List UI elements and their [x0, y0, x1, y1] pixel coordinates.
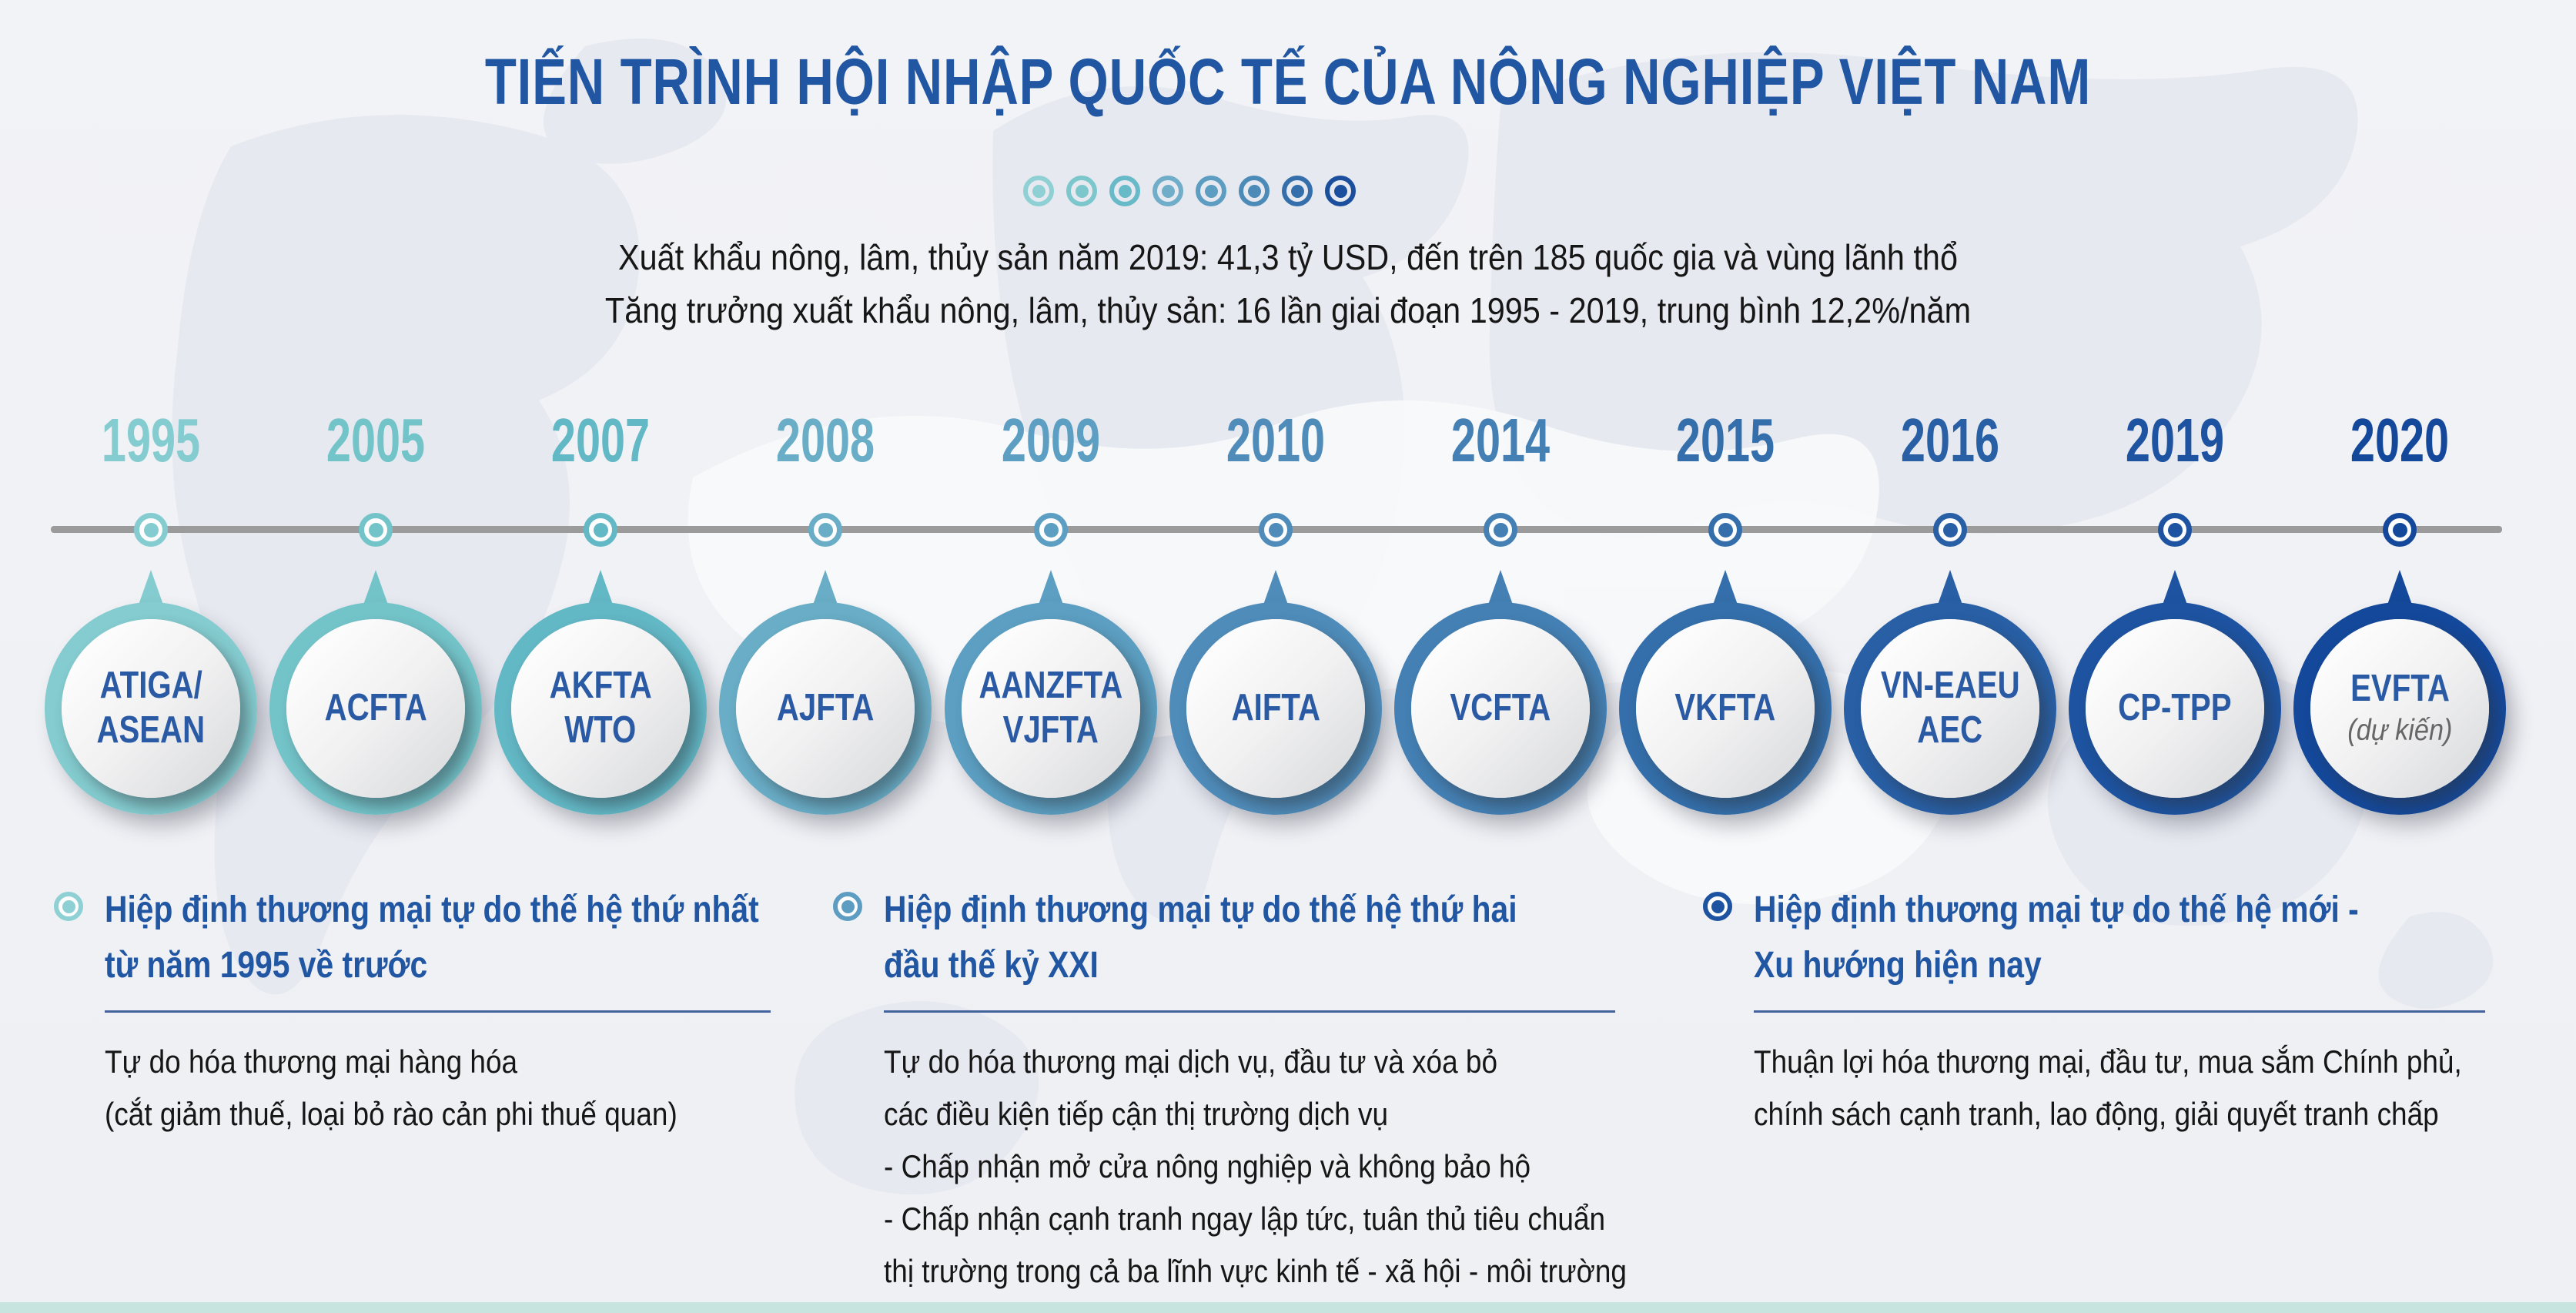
- timeline-item: [713, 408, 938, 828]
- timeline-year: 2020: [2350, 406, 2450, 474]
- generation-section-3: [1703, 883, 2565, 1141]
- page-title: TIẾN TRÌNH HỘI NHẬP QUỐC TẾ CỦA NÔNG NGHIỆP VIỆT NAM: [484, 45, 2092, 118]
- section-bullet-icon: [833, 892, 862, 921]
- timeline-marker-dot: [2168, 523, 2183, 538]
- timeline-item: [38, 408, 263, 828]
- section-body-line: thị trường trong cả ba lĩnh vực kinh tế - xã hội - môi trường: [884, 1253, 1627, 1290]
- agreement-name: VCFTA: [1450, 687, 1551, 729]
- timeline-marker-dot: [1718, 523, 1733, 538]
- timeline-year: 2019: [2125, 406, 2225, 474]
- agreement-badge-face: [736, 619, 915, 798]
- gradient-dot-icon: [1023, 176, 1054, 206]
- agreement-name: ACFTA: [324, 687, 427, 729]
- section-divider: [1754, 1010, 2485, 1013]
- agreement-name-line2: VJFTA: [1002, 709, 1099, 751]
- timeline-item: [1838, 408, 2062, 828]
- section-heading-line2: Xu hướng hiện nay: [1754, 945, 2042, 986]
- agreement-badge-face: [2086, 619, 2264, 798]
- export-stats-line1: Xuất khẩu nông, lâm, thủy sản năm 2019: 41,3 tỷ USD, đến trên 185 quốc gia và vùng lãnh thổ: [618, 237, 1958, 277]
- timeline-marker-dot: [2393, 523, 2407, 538]
- timeline-item: [938, 408, 1163, 828]
- agreement-badge: [1169, 602, 1382, 815]
- agreement-badge-face: [1411, 619, 1590, 798]
- section-bullet-icon: [1703, 892, 1732, 921]
- agreement-name: VKFTA: [1674, 687, 1776, 729]
- timeline-marker-dot: [1943, 523, 1958, 538]
- timeline-item: [2287, 408, 2512, 828]
- timeline-marker-dot: [1269, 523, 1283, 538]
- gradient-dot-core: [1076, 185, 1089, 198]
- gradient-dot-core: [1162, 185, 1175, 198]
- agreement-name: VN-EAEU: [1880, 665, 2020, 707]
- timeline-marker-dot: [594, 523, 608, 538]
- agreement-note: (dự kiến): [2347, 713, 2453, 747]
- agreement-name: AIFTA: [1231, 687, 1320, 729]
- section-body: [884, 1036, 1695, 1298]
- gradient-dot-icon: [1282, 176, 1313, 206]
- agreement-badge: [1844, 602, 2056, 815]
- agreement-badge-face: [511, 619, 690, 798]
- generation-section-1: [54, 883, 816, 1141]
- timeline-year: 1995: [101, 406, 201, 474]
- timeline-year: 2014: [1450, 406, 1551, 474]
- timeline-marker-icon: [1259, 513, 1293, 547]
- agreement-badge-face: [962, 619, 1140, 798]
- timeline-marker-icon: [1034, 513, 1068, 547]
- generation-section-2: [833, 883, 1695, 1298]
- timeline-item: [1613, 408, 1838, 828]
- gradient-dot-icon: [1153, 176, 1183, 206]
- agreement-badge-face: [1186, 619, 1365, 798]
- timeline-year: 2007: [550, 406, 651, 474]
- timeline-item: [488, 408, 713, 828]
- timeline-marker-dot: [1494, 523, 1508, 538]
- section-bullet-dot: [841, 900, 855, 913]
- section-bullet-dot: [1711, 900, 1725, 913]
- timeline-marker-dot: [144, 523, 159, 538]
- gradient-dot-icon: [1066, 176, 1097, 206]
- header-dots-row: [0, 176, 2477, 206]
- agreement-badge-face: [286, 619, 465, 798]
- section-body-line: (cắt giảm thuế, loại bỏ rào cản phi thuế quan): [105, 1096, 677, 1133]
- agreement-name: ATIGA/: [99, 665, 202, 707]
- timeline-year: 2009: [1001, 406, 1101, 474]
- section-body-line: - Chấp nhận mở cửa nông nghiệp và không bảo hộ: [884, 1148, 1531, 1185]
- section-body-line: chính sách cạnh tranh, lao động, giải quyết tranh chấp: [1754, 1096, 2439, 1133]
- gradient-dot-icon: [1325, 176, 1356, 206]
- gradient-dot-core: [1248, 185, 1261, 198]
- timeline-item: [263, 408, 488, 828]
- agreement-name-line2: ASEAN: [96, 709, 206, 751]
- gradient-dot-core: [1205, 185, 1218, 198]
- section-bullet-icon: [54, 892, 83, 921]
- timeline-year: 2015: [1675, 406, 1775, 474]
- section-heading: [105, 883, 875, 993]
- timeline-year: 2005: [326, 406, 426, 474]
- section-body-line: Tự do hóa thương mại hàng hóa: [105, 1043, 518, 1080]
- timeline-marker-icon: [134, 513, 168, 547]
- agreement-name: AKFTA: [549, 665, 652, 707]
- timeline-year: 2008: [775, 406, 875, 474]
- timeline-item: [1163, 408, 1388, 828]
- export-stats-line2: Tăng trưởng xuất khẩu nông, lâm, thủy sản: 16 lần giai đoạn 1995 - 2019, trung bình 12,2%/năm: [604, 290, 1972, 330]
- agreement-badge: [2293, 602, 2506, 815]
- timeline-marker-dot: [818, 523, 833, 538]
- timeline-year: 2016: [1900, 406, 2000, 474]
- timeline-marker-icon: [359, 513, 393, 547]
- gradient-dot-core: [1032, 185, 1045, 198]
- timeline-marker-icon: [1708, 513, 1742, 547]
- footer-accent-bar: [0, 1302, 2576, 1313]
- agreement-name: EVFTA: [2350, 667, 2450, 709]
- timeline-marker-dot: [1044, 523, 1059, 538]
- section-heading-line1: Hiệp định thương mại tự do thế hệ mới -: [1754, 889, 2359, 930]
- timeline-marker-icon: [808, 513, 842, 547]
- timeline-year: 2010: [1226, 406, 1326, 474]
- timeline-marker-icon: [584, 513, 617, 547]
- timeline-marker-icon: [2158, 513, 2192, 547]
- section-heading: [884, 883, 1629, 993]
- agreement-name-line2: AEC: [1917, 709, 1983, 751]
- section-heading: [1754, 883, 2465, 993]
- timeline-marker-icon: [1933, 513, 1967, 547]
- agreement-name-line2: WTO: [564, 709, 637, 751]
- section-body-line: các điều kiện tiếp cận thị trường dịch vụ: [884, 1096, 1389, 1133]
- agreement-badge-face: [62, 619, 240, 798]
- gradient-dot-icon: [1196, 176, 1226, 206]
- timeline-marker-dot: [369, 523, 383, 538]
- agreement-badge: [494, 602, 707, 815]
- agreement-name: AJFTA: [776, 687, 875, 729]
- agreement-name: CP-TPP: [2118, 687, 2232, 729]
- agreement-badge-face: [1861, 619, 2039, 798]
- timeline-item: [2062, 408, 2287, 828]
- gradient-dot-core: [1291, 185, 1304, 198]
- section-divider: [884, 1010, 1615, 1013]
- export-stats: [0, 231, 2576, 337]
- section-heading-line1: Hiệp định thương mại tự do thế hệ thứ nhất: [105, 889, 759, 930]
- agreement-name: AANZFTA: [979, 665, 1123, 707]
- section-heading-line1: Hiệp định thương mại tự do thế hệ thứ hai: [884, 889, 1517, 930]
- section-body-line: - Chấp nhận cạnh tranh ngay lập tức, tuân thủ tiêu chuẩn: [884, 1201, 1606, 1238]
- agreement-badge-face: [2310, 619, 2489, 798]
- gradient-dot-core: [1119, 185, 1132, 198]
- agreement-badge-face: [1636, 619, 1815, 798]
- section-heading-line2: từ năm 1995 về trước: [105, 945, 428, 986]
- section-bullet-dot: [62, 900, 75, 913]
- timeline-marker-icon: [2383, 513, 2417, 547]
- gradient-dot-icon: [1109, 176, 1140, 206]
- section-divider: [105, 1010, 771, 1013]
- agreement-badge: [2069, 602, 2281, 815]
- section-body: [105, 1036, 816, 1141]
- agreement-badge: [719, 602, 932, 815]
- timeline-marker-icon: [1484, 513, 1517, 547]
- gradient-dot-icon: [1239, 176, 1270, 206]
- section-body-line: Thuận lợi hóa thương mại, đầu tư, mua sắm Chính phủ,: [1754, 1043, 2462, 1080]
- section-body-line: Tự do hóa thương mại dịch vụ, đầu tư và xóa bỏ: [884, 1043, 1498, 1080]
- agreement-badge: [269, 602, 482, 815]
- section-body: [1754, 1036, 2565, 1141]
- gradient-dot-core: [1334, 185, 1347, 198]
- timeline-item: [1388, 408, 1613, 828]
- agreement-badge: [1619, 602, 1832, 815]
- agreement-badge: [45, 602, 257, 815]
- section-heading-line2: đầu thế kỷ XXI: [884, 945, 1099, 986]
- agreement-badge: [945, 602, 1157, 815]
- agreement-badge: [1394, 602, 1607, 815]
